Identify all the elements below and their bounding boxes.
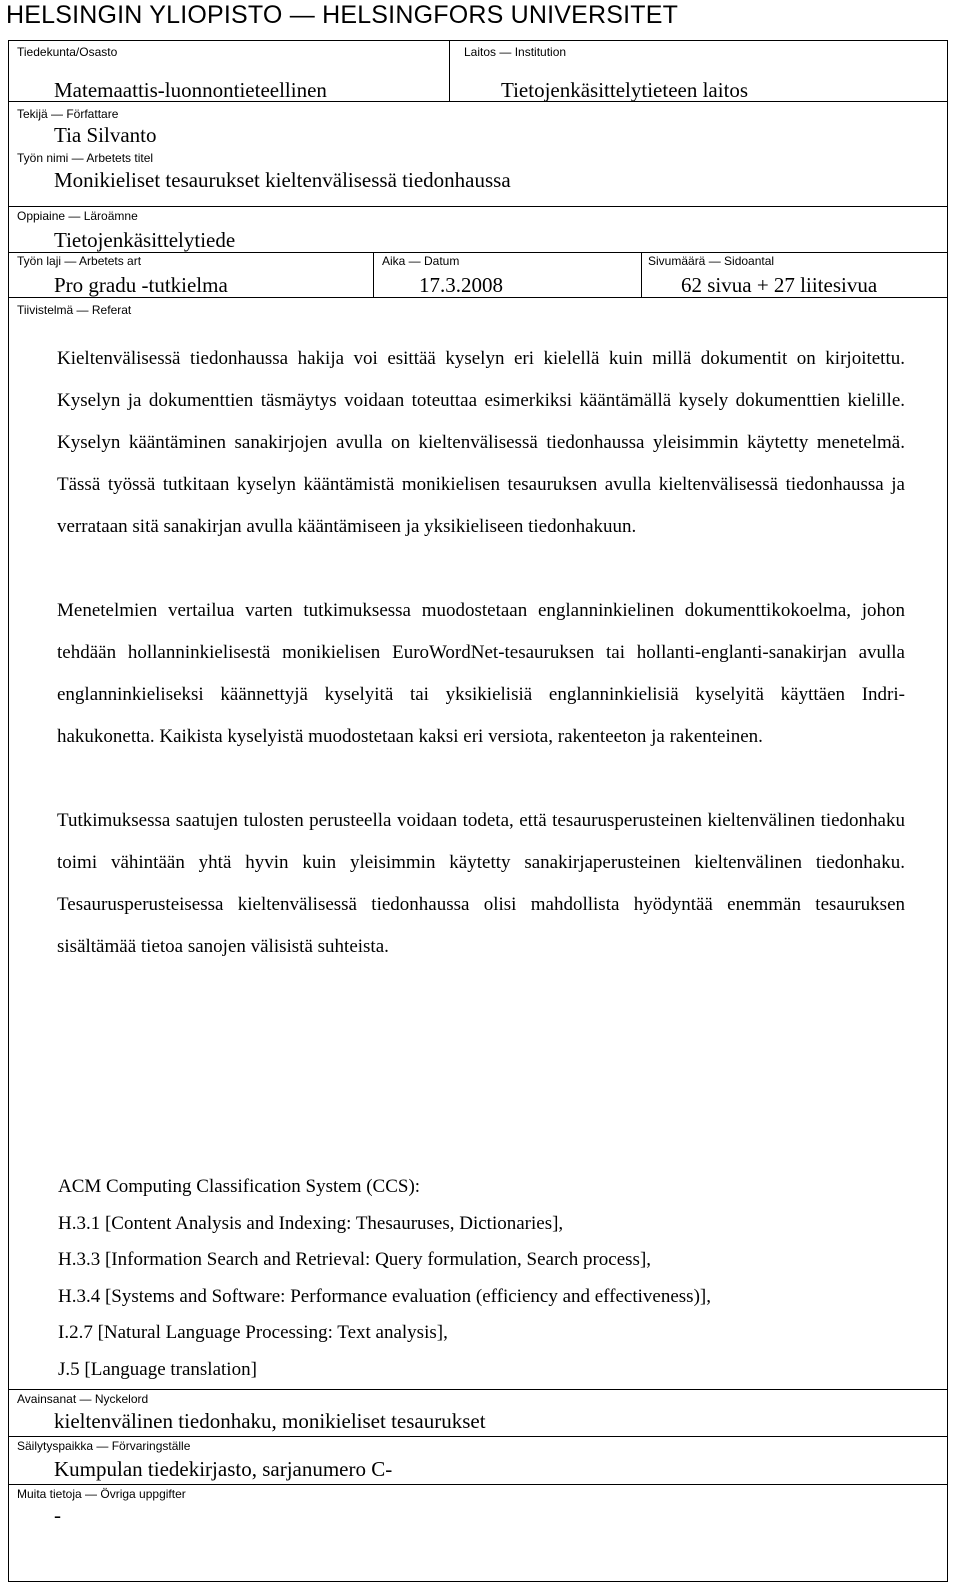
divider [9, 297, 947, 298]
university-heading: HELSINGIN YLIOPISTO — HELSINGFORS UNIVERSITET [6, 1, 679, 29]
title-value: Monikieliset tesaurukset kieltenvälisessä tiedonhaussa [54, 168, 511, 192]
abstract-paragraph: Kieltenvälisessä tiedonhaussa hakija voi esittää kyselyn eri kielellä kuin millä dokumentit on kirjoitettu. Kyselyn ja dokumenttien täsmäytys voidaan toteuttaa esimerkiksi kääntämällä kysely dokumenttien kielille. Kyselyn kääntäminen sanakirjojen avulla on kieltenvälisessä tiedonhaussa yleisimmin käytetty menetelmä. Tässä työssä tutkitaan kyselyn kääntämistä monikielisen tesauruksen avulla kieltenvälisessä tiedonhaussa ja verrataan sitä sanakirjan avulla kääntämiseen ja yksikieliseen tiedonhakuun. [57, 348, 905, 537]
keywords-label: Avainsanat — Nyckelord [17, 1392, 149, 1406]
pages-label: Sivumäärä — Sidoantal [648, 254, 775, 268]
abstract-label: Tiivistelmä — Referat [17, 303, 132, 317]
divider [9, 206, 947, 207]
storage-label: Säilytyspaikka — Förvaringställe [17, 1439, 191, 1453]
divider [641, 252, 642, 297]
abstract-body [57, 338, 905, 968]
subject-label: Oppiaine — Läroämne [17, 209, 138, 223]
acm-item: H.3.3 [Information Search and Retrieval: Query formulation, Search process], [58, 1249, 652, 1270]
date-value: 17.3.2008 [419, 273, 503, 297]
department-value: Tietojenkäsittelytieteen laitos [501, 78, 749, 102]
acm-item: H.3.4 [Systems and Software: Performance evaluation (efficiency and effectiveness)], [58, 1285, 711, 1307]
divider [373, 252, 374, 297]
department-label: Laitos — Institution [464, 45, 567, 59]
author-label: Tekijä — Författare [17, 107, 119, 121]
acm-item: J.5 [Language translation] [58, 1358, 257, 1380]
divider [9, 1484, 947, 1485]
pages-value: 62 sivua + 27 liitesivua [681, 273, 878, 297]
subject-value: Tietojenkäsittelytiede [54, 228, 236, 252]
other-info-label: Muita tietoja — Övriga uppgifter [17, 1487, 186, 1501]
acm-item: H.3.1 [Content Analysis and Indexing: Thesauruses, Dictionaries], [58, 1212, 564, 1234]
work-type-value: Pro gradu -tutkielma [54, 273, 228, 297]
storage-value: Kumpulan tiedekirjasto, sarjanumero C- [54, 1457, 393, 1481]
divider [449, 41, 450, 101]
abstract-paragraph: Menetelmien vertailua varten tutkimuksessa muodostetaan englanninkielinen dokumenttikokoelma, johon tehdään hollanninkielisestä monikielisen EuroWordNet-tesauruksen tai hollanti-englanti-sanakirjan avulla englanninkieliseksi käännettyjä kyselyitä tai yksikielisiä englanninkielisiä kyselyitä käyttäen Indri-hakukonetta. Kaikista kyselyistä muodostetaan kaksi eri versiota, rakenteeton ja rakenteinen. [57, 600, 905, 747]
work-type-label: Työn laji — Arbetets art [17, 254, 142, 268]
acm-item: I.2.7 [Natural Language Processing: Text analysis], [58, 1322, 448, 1343]
other-info-value: - [54, 1503, 61, 1527]
acm-heading: ACM Computing Classification System (CCS): [58, 1176, 421, 1197]
divider [9, 252, 947, 253]
thesis-abstract-form [8, 40, 948, 1582]
divider [9, 1389, 947, 1390]
keywords-value: kieltenvälinen tiedonhaku, monikieliset tesaurukset [54, 1409, 486, 1433]
author-value: Tia Silvanto [54, 123, 157, 147]
date-label: Aika — Datum [382, 254, 460, 268]
faculty-label: Tiedekunta/Osasto [17, 45, 118, 59]
abstract-paragraph: Tutkimuksessa saatujen tulosten perusteella voidaan todeta, että tesaurusperusteinen kieltenvälinen tiedonhaku toimi vähintään yhtä hyvin kuin yleisimmin käytetty sanakirjaperusteinen kieltenvälinen tiedonhaku. Tesaurusperusteisessa kieltenvälisessä tiedonhaussa olisi mahdollista hyödyntää enemmän tesauruksen sisältämää tietoa sanojen välisistä suhteista. [57, 810, 905, 957]
title-label: Työn nimi — Arbetets titel [17, 151, 154, 165]
acm-classification [58, 1169, 711, 1388]
divider [9, 1436, 947, 1437]
faculty-value: Matemaattis-luonnontieteellinen [54, 78, 327, 102]
